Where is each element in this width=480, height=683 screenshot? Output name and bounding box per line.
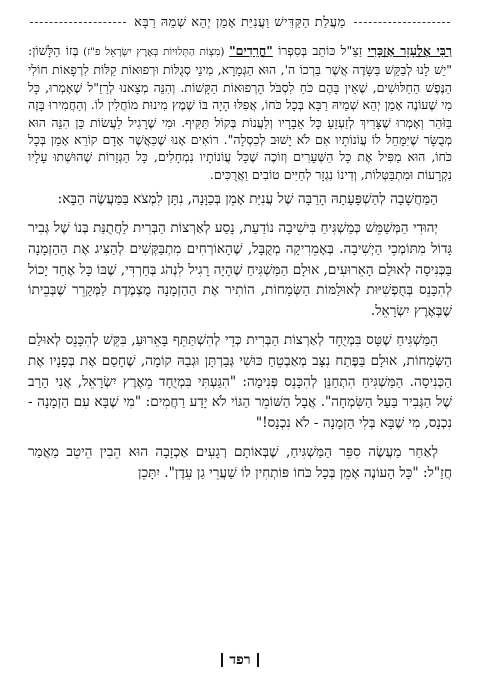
paragraph: הַמַּשְׁגִּיחַ שֶׁטָּס בִּמְיֻחָד לְאַרְצוֹת הַבְּרִית כְּדֵי לְהִשְׁתַּתֵּף בָּאֵרוּעַ, בִּקֵּשׁ לְהִכָּנֵס לְאוּלַם הַשְּׂמָחוֹת, אוּלָם בַּפֶּתַח נִצָּב מְאַבְטֵחַ כּוּשִׁי גְּבַרְתָּן וּגְבַהּ קוֹמָה, שֶׁחָסַם אֶת בְּפָנָיו אֶת הַכְּנִיסָה. הַמַּשְׁגִּיחַ הִתְחַנֵּן לְהִכָּנֵס פְּנִימָה: "הִגַּעְתִּי בִּמְיֻחָד מֵאֶרֶץ יִשְׂרָאֵל, אֲנִי הָרַב שֶׁל הַגְּבִיר בַּעַל הַשִּׂמְחָה". אֲבָל הַשּׁוֹמֵר הַגּוֹי לֹא יָדַע רַחֲמִים: "מִי שֶׁבָּא עִם הַזְמָנָה - נִכְנָס, מִי שֶׁבָּא בְּלִי הַזְמָנָה - לֹא נִכְנָס!" bbox=[28, 332, 452, 432]
footer-bar-right bbox=[257, 653, 259, 667]
book-title: "חֲרֵדִים" bbox=[229, 43, 273, 58]
page-footer bbox=[0, 652, 480, 669]
paragraph: הַמַּחֲשָׁבָה לְהַשְׁפָּעָתָהּ הָרַבָּה שֶׁל עֲנִיַּת אָמֵן בְּכַוָּנָה, נִתָּן לִמְצֹא בַּמַּעֲשֶׂה הַבָּא: bbox=[57, 191, 438, 208]
header-dash-right bbox=[354, 22, 450, 23]
opening-paragraph bbox=[28, 42, 452, 183]
header-title: מַעֲלַת הַקַּדִּישׁ וַעֲנִיַּת אָמֵן יְהֵא שְׁמֵהּ רַבָּא bbox=[134, 15, 346, 30]
page-number: רפד bbox=[229, 652, 251, 668]
source-note: (מִצְוֹת הַתְּלוּיוֹת בְּאֶרֶץ יִשְׂרָאֵל פ"ז) bbox=[78, 46, 230, 58]
running-header bbox=[30, 12, 450, 32]
page-body bbox=[28, 42, 452, 492]
header-dash-left bbox=[30, 22, 126, 23]
opening-body: בְּזוֹ הַלָּשׁוֹן: "יֵשׁ לָנוּ לְבַקֵּשׁ בַּשָּׂדֶה אֲשֶׁר בֵּרְכוֹ ה', הוּא הַגְּמָרָא, מִינֵי סְגֻלּוֹת וּרְפוּאוֹת קַלּוֹת לִרְפָאוֹת חוֹלִי הַנֶּפֶשׁ הַחַלּוּשִׁים, שֶׁאֵין בָּהֶם כֹּחַ לִסְבֹּל הָרְפוּאוֹת הַקָּשׁוֹת. וְהִנֵּה מְצָאנוּ לְרַזַ"ל שֶׁאָמְרוּ, כָּל מִי שֶׁעוֹנֶה אָמֵן יְהֵא שְׁמֵיהּ רַבָּא בְּכָל כֹּחוֹ, אֲפִלּוּ הָיָה בּוֹ שֶׁמֶץ מִינוּת מוֹחֲלִין לוֹ. וְהַחֲמִירוּ בָּזֶה בַּזֹּהַר וְאָמְרוּ שֶׁצָּרִיךְ לְזַעְזֵעַ כָּל אֵבָרָיו וְלַעֲנוֹת בְּקוֹל תַּקִּיף. וּמִי שֶׁרָגִיל לַעֲשׂוֹת כֵּן הִנֵּה הוּא מְבֻשָּׂר שֶׁיִּמָּחֵל לוֹ עֲוֹנוֹתָיו אִם לֹא יָשׁוּב לְכִסְלָה". רוֹאִים אָנוּ שֶׁכַּאֲשֶׁר אָדָם קוֹרֵא אָמֵן בְּכָל כֹּחוֹ, הוּא מַפִּיל אֶת כָּל הַשְּׁעָרִים וְזוֹכֶה שֶׁכָּל עֲוֹנוֹתָיו נִמְחָלִים, כָּל הַגְּזֵרוֹת שֶׁהוּשְׁתוּ עָלָיו נִקְרָעוֹת וּמִתְבַּטְּלוֹת, וְדִינוֹ נִגְזָר לְחַיִּים טוֹבִים וַאֲרֻכִּים. bbox=[28, 43, 452, 182]
paragraph: לְאַחַר מַעֲשֶׂה סִפֵּר הַמַּשְׁגִּיחַ, שֶׁבְּאוֹתָם רְגָעִים אַכְזָבָה הוּא הֵבִין הֵיטֵב מַאֲמַר חֲזַ"ל: "כָּל הָעוֹנֶה אָמֵן בְּכָל כֹּחוֹ פּוֹתְחִין לוֹ שַׁעֲרֵי גַן עֵדֶן". יִתָּכֵן bbox=[28, 444, 452, 481]
author-name: רַבִּי אֶלְעָזָר אַזְכָּרִי bbox=[367, 43, 452, 58]
paragraph: יְהוּדִי הַמְּשַׁמֵּשׁ כְּמַשְׁגִּיחַ בִּישִׁיבָה נוֹדַעַת, נָסַע לְאַרְצוֹת הַבְּרִית לַחֲתֻנַּת בְּנוֹ שֶׁל גְּבִיר גָּדוֹל מִתּוֹמְכֵי הַיְשִׁיבָה. בְּאָמֵרִיקָה מְקֻבָּל, שֶׁהָאוֹרְחִים מִתְבַּקְּשִׁים לְהַצִּיג אֶת הַהַזְמָנָה בַּכְּנִיסָה לְאוּלַם הָאֵרוּעִים, אוּלָם הַמַּשְׁגִּיחַ שֶׁהָיָה רָגִיל לִנְהֹג בְּחַרְדִּי, שֶׁבּוֹ כָּל אֶחָד יָכוֹל לְהִכָּנֵס בְּחֻפְשִׁיּוּת לְאוּלַמּוֹת הַשְּׂמָחוֹת, הוֹתִיר אֶת הַהַזְמָנָה מֻצְמֶדֶת לַמְּקָרֵר שֶׁבְּבֵיתוֹ שֶׁבְּאֶרֶץ יִשְׂרָאֵל. bbox=[28, 220, 452, 320]
author-intro: זַצַ"ל כּוֹתֵב בְּסִפְרוֹ bbox=[272, 43, 368, 58]
footer-bar-left bbox=[221, 653, 223, 667]
